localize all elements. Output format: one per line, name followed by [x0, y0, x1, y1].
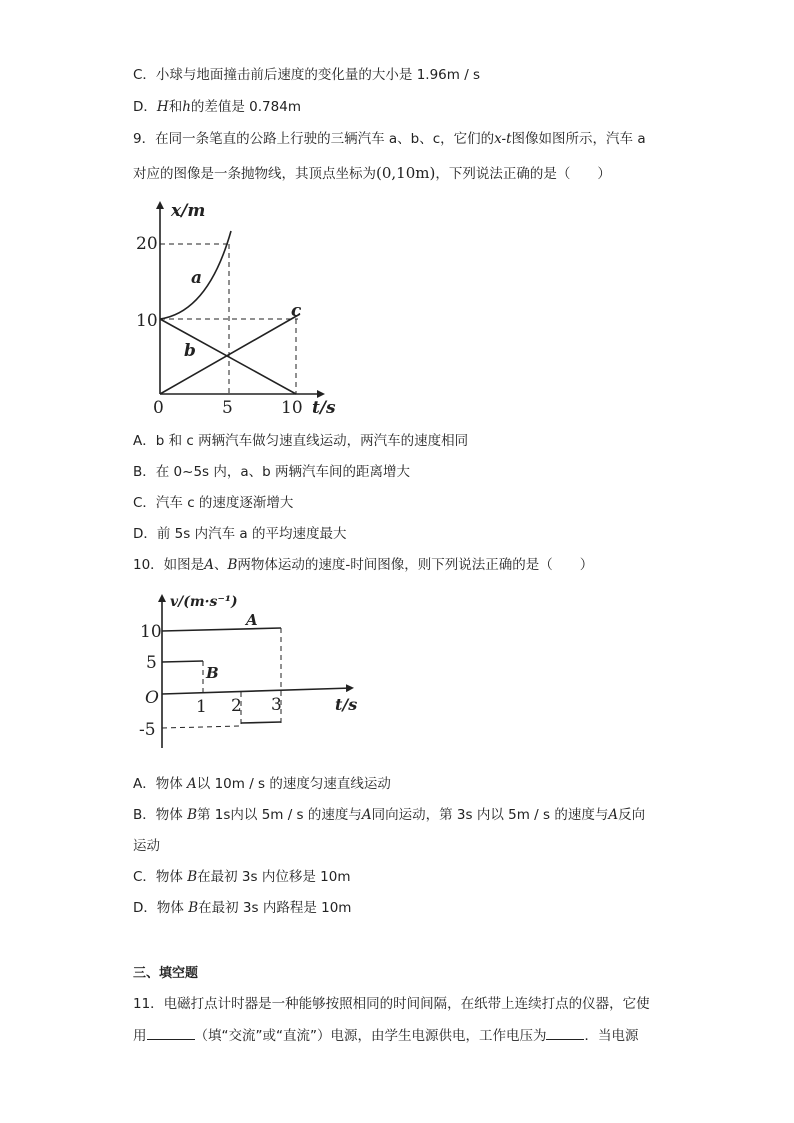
q11-blank-voltage[interactable]	[546, 1025, 584, 1040]
q9-stem-prefix: 9．在同一条笔直的公路上行驶的三辆汽车 a、b、c，它们的	[133, 131, 495, 147]
q10-line-B-pos	[162, 661, 203, 662]
q9-xt-label: x-t	[494, 131, 512, 147]
q9-line-c	[160, 314, 300, 394]
q10-x-label: t/s	[335, 695, 358, 714]
q10-opt-d-suffix: 在最初 3s 内路程是 10m	[198, 900, 352, 916]
q10-origin: O	[145, 688, 159, 708]
q9-x-tick-5: 5	[222, 398, 233, 418]
q10-y-tick-neg5: -5	[139, 720, 156, 740]
q9-y-label: x/m	[171, 201, 206, 221]
q10-opt-b-mid: 第 1s内以 5m / s 的速度与	[196, 807, 362, 823]
q10-option-a	[133, 774, 391, 794]
q9-option-a: A．b 和 c 两辆汽车做匀速直线运动，两汽车的速度相同	[133, 433, 469, 449]
q10-opt-b-suffix: 反向	[618, 807, 646, 823]
q10-stem-A: A	[204, 557, 214, 573]
q8-option-d-suffix: 的差值是 0.784m	[190, 99, 301, 115]
q10-stem-prefix: 10．如图是	[133, 557, 205, 573]
q9-option-d: D．前 5s 内汽车 a 的平均速度最大	[133, 526, 347, 542]
q8-text-and: 和	[168, 99, 183, 115]
q9-x-tick-10: 10	[281, 398, 303, 418]
q10-stem	[133, 555, 593, 575]
q9-option-b: B．在 0~5s 内，a、b 两辆汽车间的距离增大	[133, 464, 411, 480]
q10-opt-d-prefix: D．物体	[133, 900, 189, 916]
q10-x-axis	[162, 688, 352, 694]
q10-x-tick-2: 2	[231, 696, 242, 716]
section-fill-in-heading: 三、填空题	[133, 966, 199, 981]
q10-stem-suffix: 两物体运动的速度-时间图像，则下列说法正确的是（ ）	[237, 557, 594, 573]
q9-label-b: b	[184, 341, 196, 361]
q10-x-tick-3: 3	[271, 695, 282, 715]
q10-y-tick-5: 5	[146, 653, 157, 673]
q10-option-d	[133, 898, 351, 918]
q10-option-b	[133, 805, 645, 825]
q9-vertex-coord: (0,10m)	[376, 164, 436, 182]
q9-label-a: a	[191, 268, 203, 288]
q9-x-label: t/s	[312, 398, 336, 418]
q10-stem-B: B	[227, 557, 238, 573]
q9-xt-graph	[128, 195, 348, 420]
q11-line1: 11．电磁打点计时器是一种能够按照相同的时间间隔，在纸带上连续打点的仪器，它使	[133, 996, 650, 1012]
q9-label-c: c	[291, 301, 302, 321]
q9-y-tick-20: 20	[136, 234, 158, 254]
q10-y-tick-10: 10	[140, 622, 162, 642]
q9-x-tick-0: 0	[153, 398, 164, 418]
q10-x-tick-1: 1	[196, 697, 207, 717]
q11-line2	[133, 1025, 638, 1046]
q9-stem-suffix: 图像如图所示，汽车 a	[511, 131, 646, 147]
q8-option-d-prefix: D．	[133, 99, 157, 115]
q9-stem-line1	[133, 129, 646, 149]
q11-suffix: ．当电源	[584, 1028, 639, 1044]
q10-opt-b-mid2: 同向运动，第 3s 内以 5m / s 的速度与	[371, 807, 609, 823]
q9-y-tick-10: 10	[136, 311, 158, 331]
q10-opt-c-prefix: C．物体	[133, 869, 188, 885]
q10-opt-b-obj: B	[187, 807, 197, 823]
q8-var-h: h	[182, 99, 191, 115]
q9-stem-line2	[133, 163, 611, 184]
q10-vt-graph	[135, 588, 365, 758]
q8-var-H: H	[156, 99, 169, 115]
q10-label-A: A	[246, 611, 258, 629]
q10-opt-b-prefix: B．物体	[133, 807, 188, 823]
q10-y-label: v/(m·s⁻¹)	[170, 594, 238, 610]
q11-mid: （填“交流”或“直流”）电源，由学生电源供电，工作电压为	[194, 1028, 547, 1044]
q11-blank-current-type[interactable]	[147, 1025, 195, 1040]
q10-opt-a-obj: A	[187, 776, 197, 792]
q8-option-d	[133, 97, 301, 117]
q10-label-B: B	[206, 664, 219, 682]
q10-line-B-neg	[241, 722, 281, 723]
q10-dash-B-neg	[162, 726, 241, 728]
q10-opt-c-obj: B	[187, 869, 198, 885]
q10-opt-b-obj2: A	[361, 807, 372, 823]
q10-option-c	[133, 867, 350, 887]
q10-opt-c-suffix: 在最初 3s 内位移是 10m	[197, 869, 351, 885]
q10-line-A	[162, 628, 281, 631]
q9-stem2-prefix: 对应的图像是一条抛物线，其顶点坐标为	[133, 166, 376, 182]
q10-opt-a-suffix: 以 10m / s 的速度匀速直线运动	[196, 776, 391, 792]
q8-option-c: C．小球与地面撞击前后速度的变化量的大小是 1.96m / s	[133, 67, 481, 83]
q10-opt-a-prefix: A．物体	[133, 776, 188, 792]
q10-opt-d-obj: B	[188, 900, 199, 916]
q10-opt-b-obj3: A	[608, 807, 619, 823]
q11-prefix: 用	[133, 1028, 147, 1044]
q9-option-c: C．汽车 c 的速度逐渐增大	[133, 495, 294, 511]
q10-stem-sep: 、	[213, 557, 228, 573]
q9-stem2-suffix: ，下列说法正确的是（ ）	[435, 166, 611, 182]
q10-option-b-cont: 运动	[133, 838, 160, 854]
